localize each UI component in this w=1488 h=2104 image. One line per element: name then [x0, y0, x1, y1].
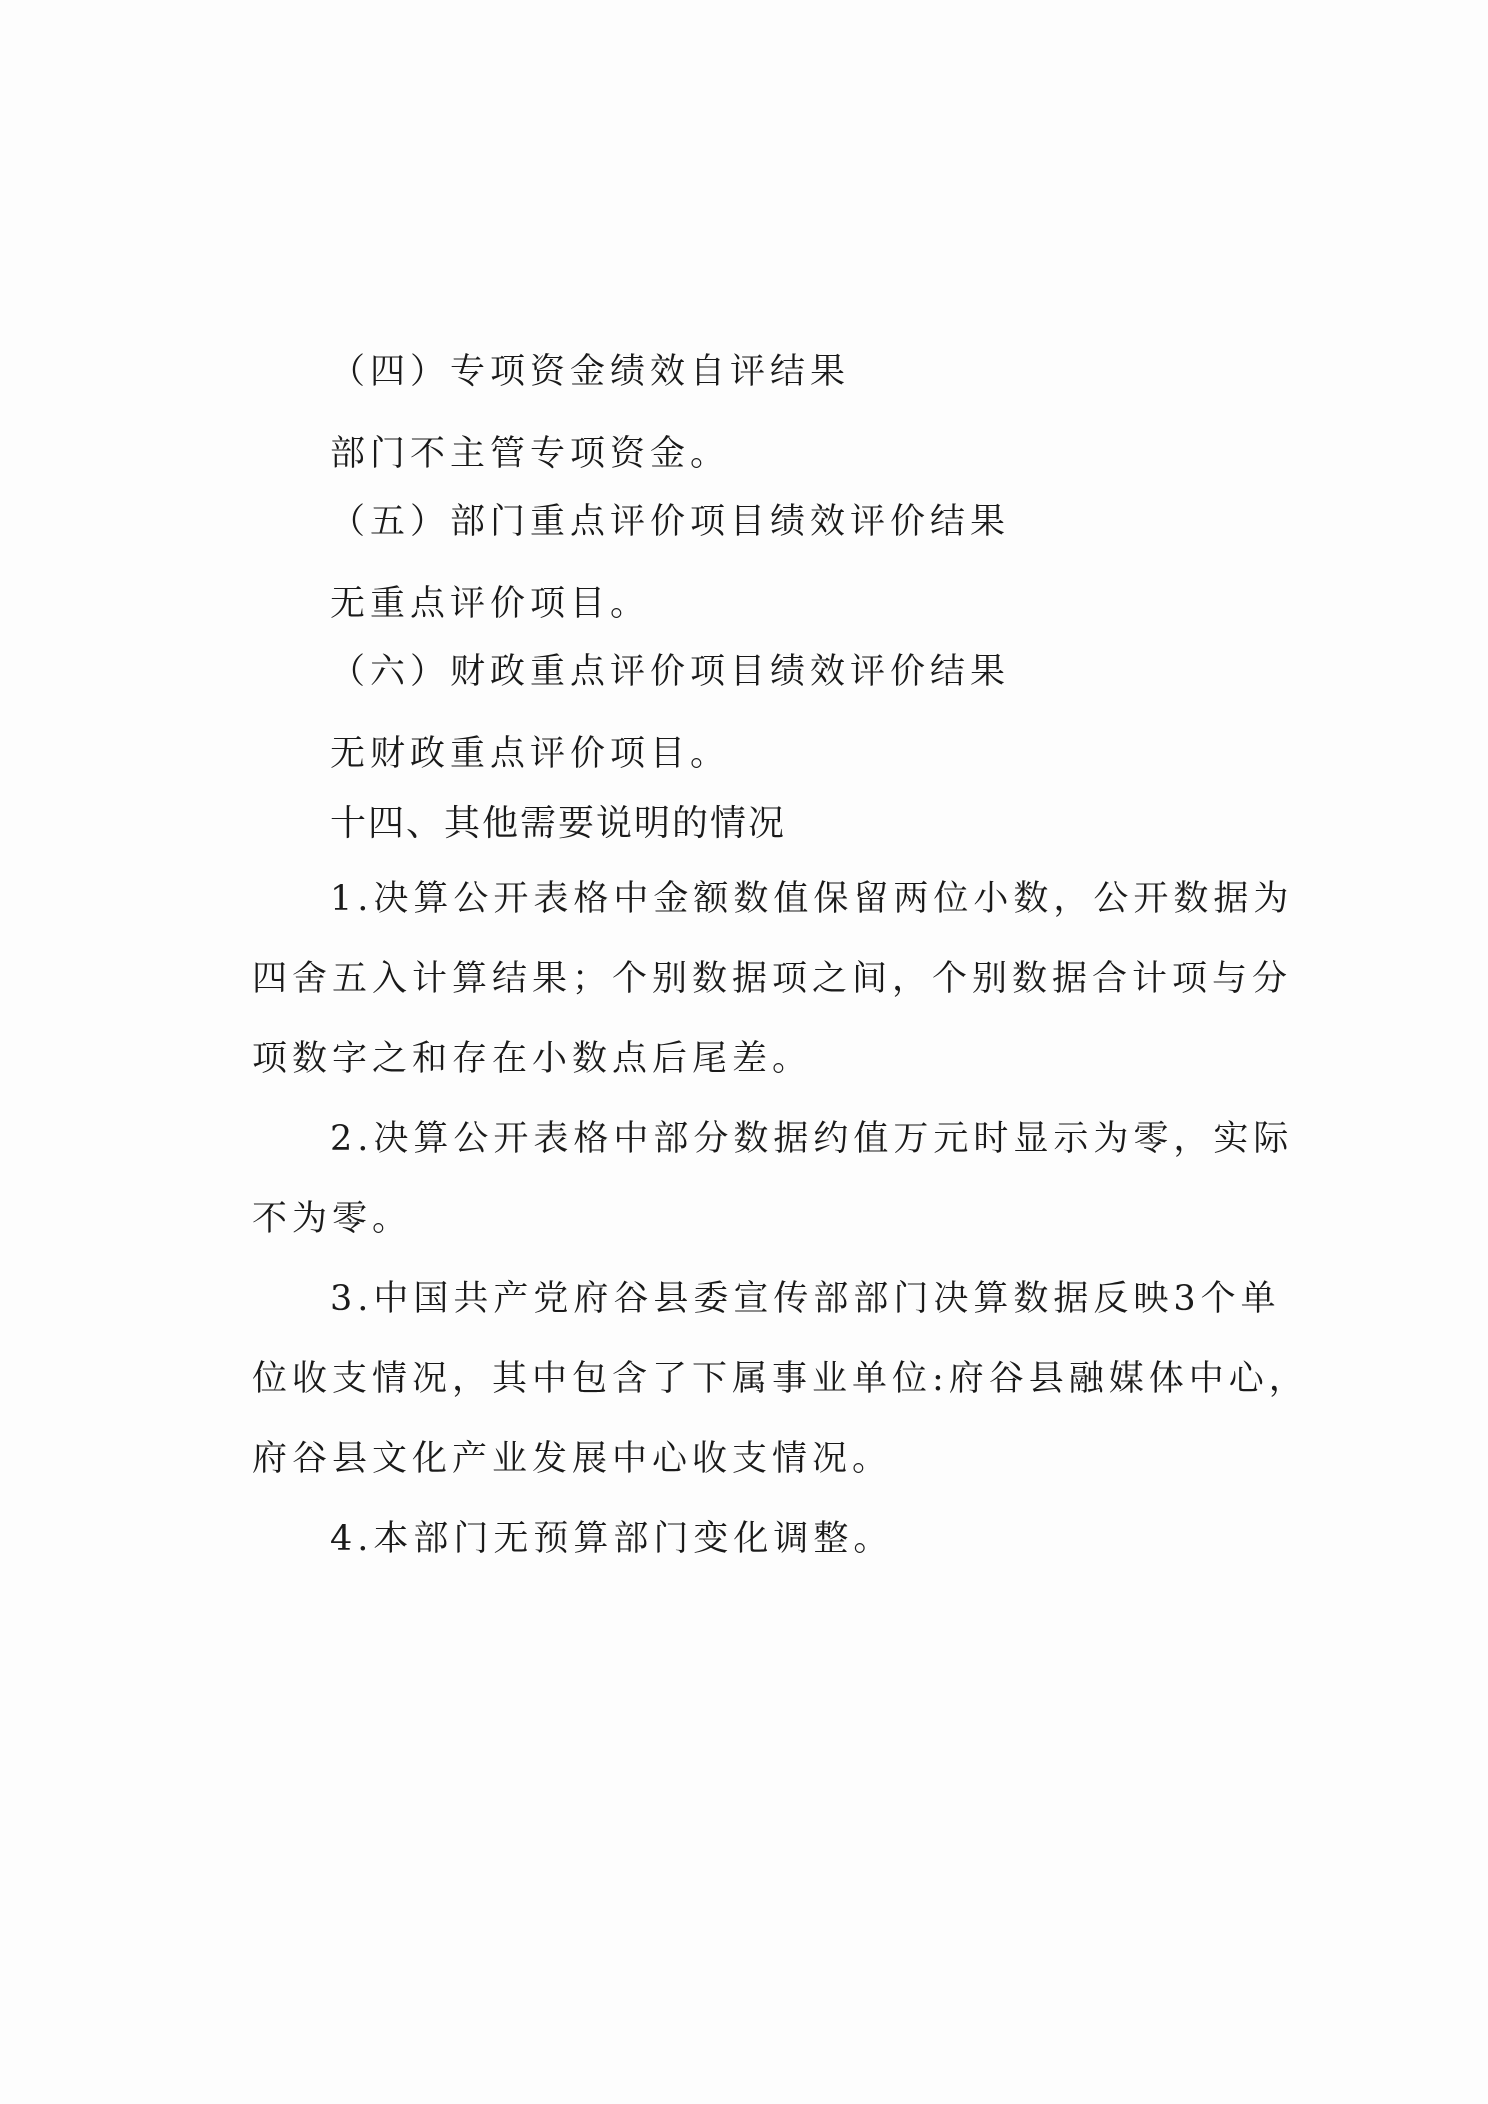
section-body: 无重点评价项目。: [330, 584, 651, 624]
chapter-heading: 十四、其他需要说明的情况: [330, 803, 787, 844]
note-line: 4.本部门无预算部门变化调整。: [330, 1519, 894, 1559]
section-title: （四）专项资金绩效自评结果: [330, 352, 851, 392]
note-line: 府谷县文化产业发展中心收支情况。: [252, 1439, 893, 1479]
section-title: （六）财政重点评价项目绩效评价结果: [330, 652, 1011, 692]
note-line: 3.中国共产党府谷县委宣传部部门决算数据反映3个单: [330, 1279, 1281, 1319]
note-line: 位收支情况，其中包含了下属事业单位:府谷县融媒体中心，: [252, 1359, 1309, 1399]
note-line: 2.决算公开表格中部分数据约值万元时显示为零，实际: [330, 1119, 1294, 1159]
note-line: 1.决算公开表格中金额数值保留两位小数，公开数据为: [330, 879, 1294, 919]
note-line: 项数字之和存在小数点后尾差。: [252, 1039, 813, 1079]
section-body: 无财政重点评价项目。: [330, 734, 731, 774]
note-line: 四舍五入计算结果；个别数据项之间，个别数据合计项与分: [252, 959, 1293, 999]
section-title: （五）部门重点评价项目绩效评价结果: [330, 502, 1011, 542]
note-line: 不为零。: [252, 1199, 413, 1239]
section-body: 部门不主管专项资金。: [330, 434, 731, 474]
